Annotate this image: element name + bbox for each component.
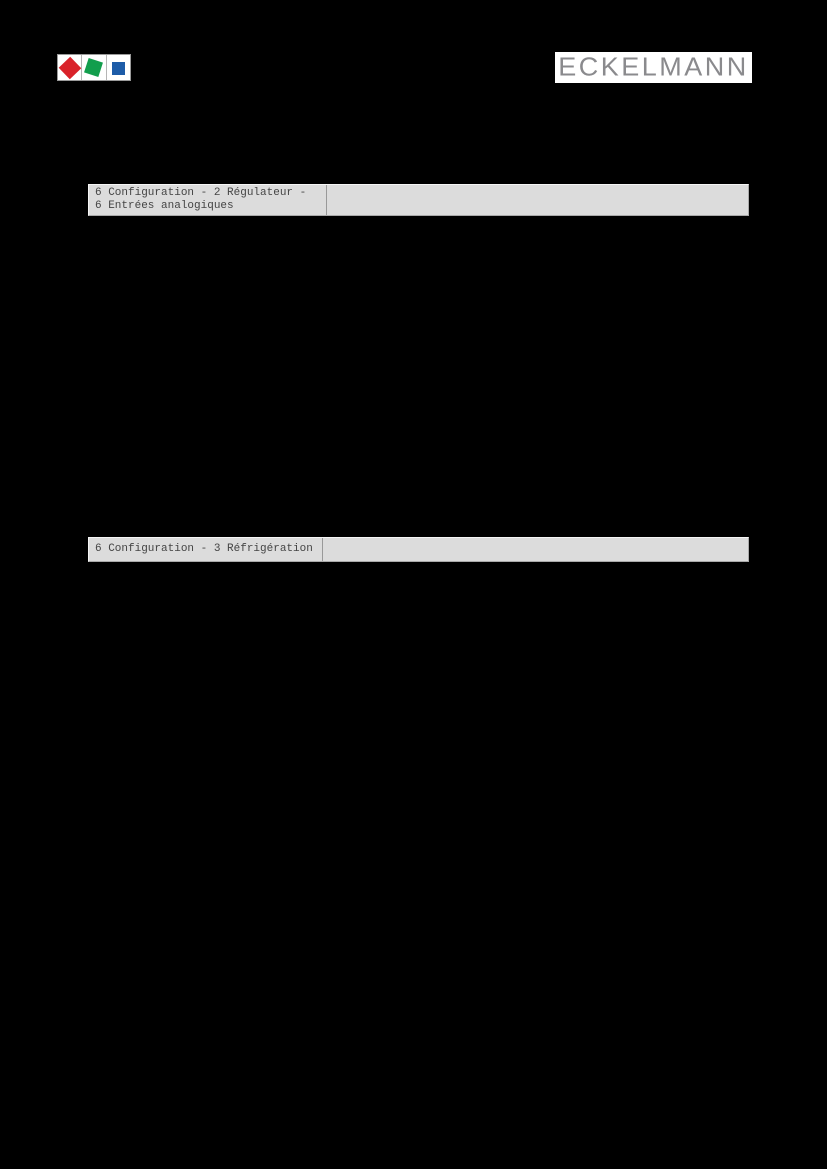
eckelmann-wordmark	[555, 52, 752, 83]
menu-path-bar-refrigeration	[88, 537, 749, 562]
blue-square-icon	[112, 62, 125, 75]
eckelmann-logo-mark	[57, 54, 131, 81]
green-square-icon	[85, 58, 104, 77]
menu-path-title-cell	[89, 538, 323, 561]
menu-path-bar-analog-inputs	[88, 184, 749, 216]
menu-path-empty-cell	[327, 185, 748, 215]
eckelmann-wordmark-text: ECKELMANN	[558, 52, 749, 82]
menu-path-line-1: 6 Configuration - 3 Réfrigération	[95, 543, 313, 555]
menu-path-line-2: 6 Entrées analogiques	[95, 200, 234, 212]
menu-path-title-cell	[89, 185, 327, 215]
logo-cell-red	[58, 55, 82, 80]
menu-path-empty-cell	[323, 538, 748, 561]
logo-cell-green	[82, 55, 106, 80]
menu-path-line-1: 6 Configuration - 2 Régulateur -	[95, 187, 307, 199]
logo-cell-blue	[107, 55, 130, 80]
red-diamond-icon	[58, 56, 81, 79]
